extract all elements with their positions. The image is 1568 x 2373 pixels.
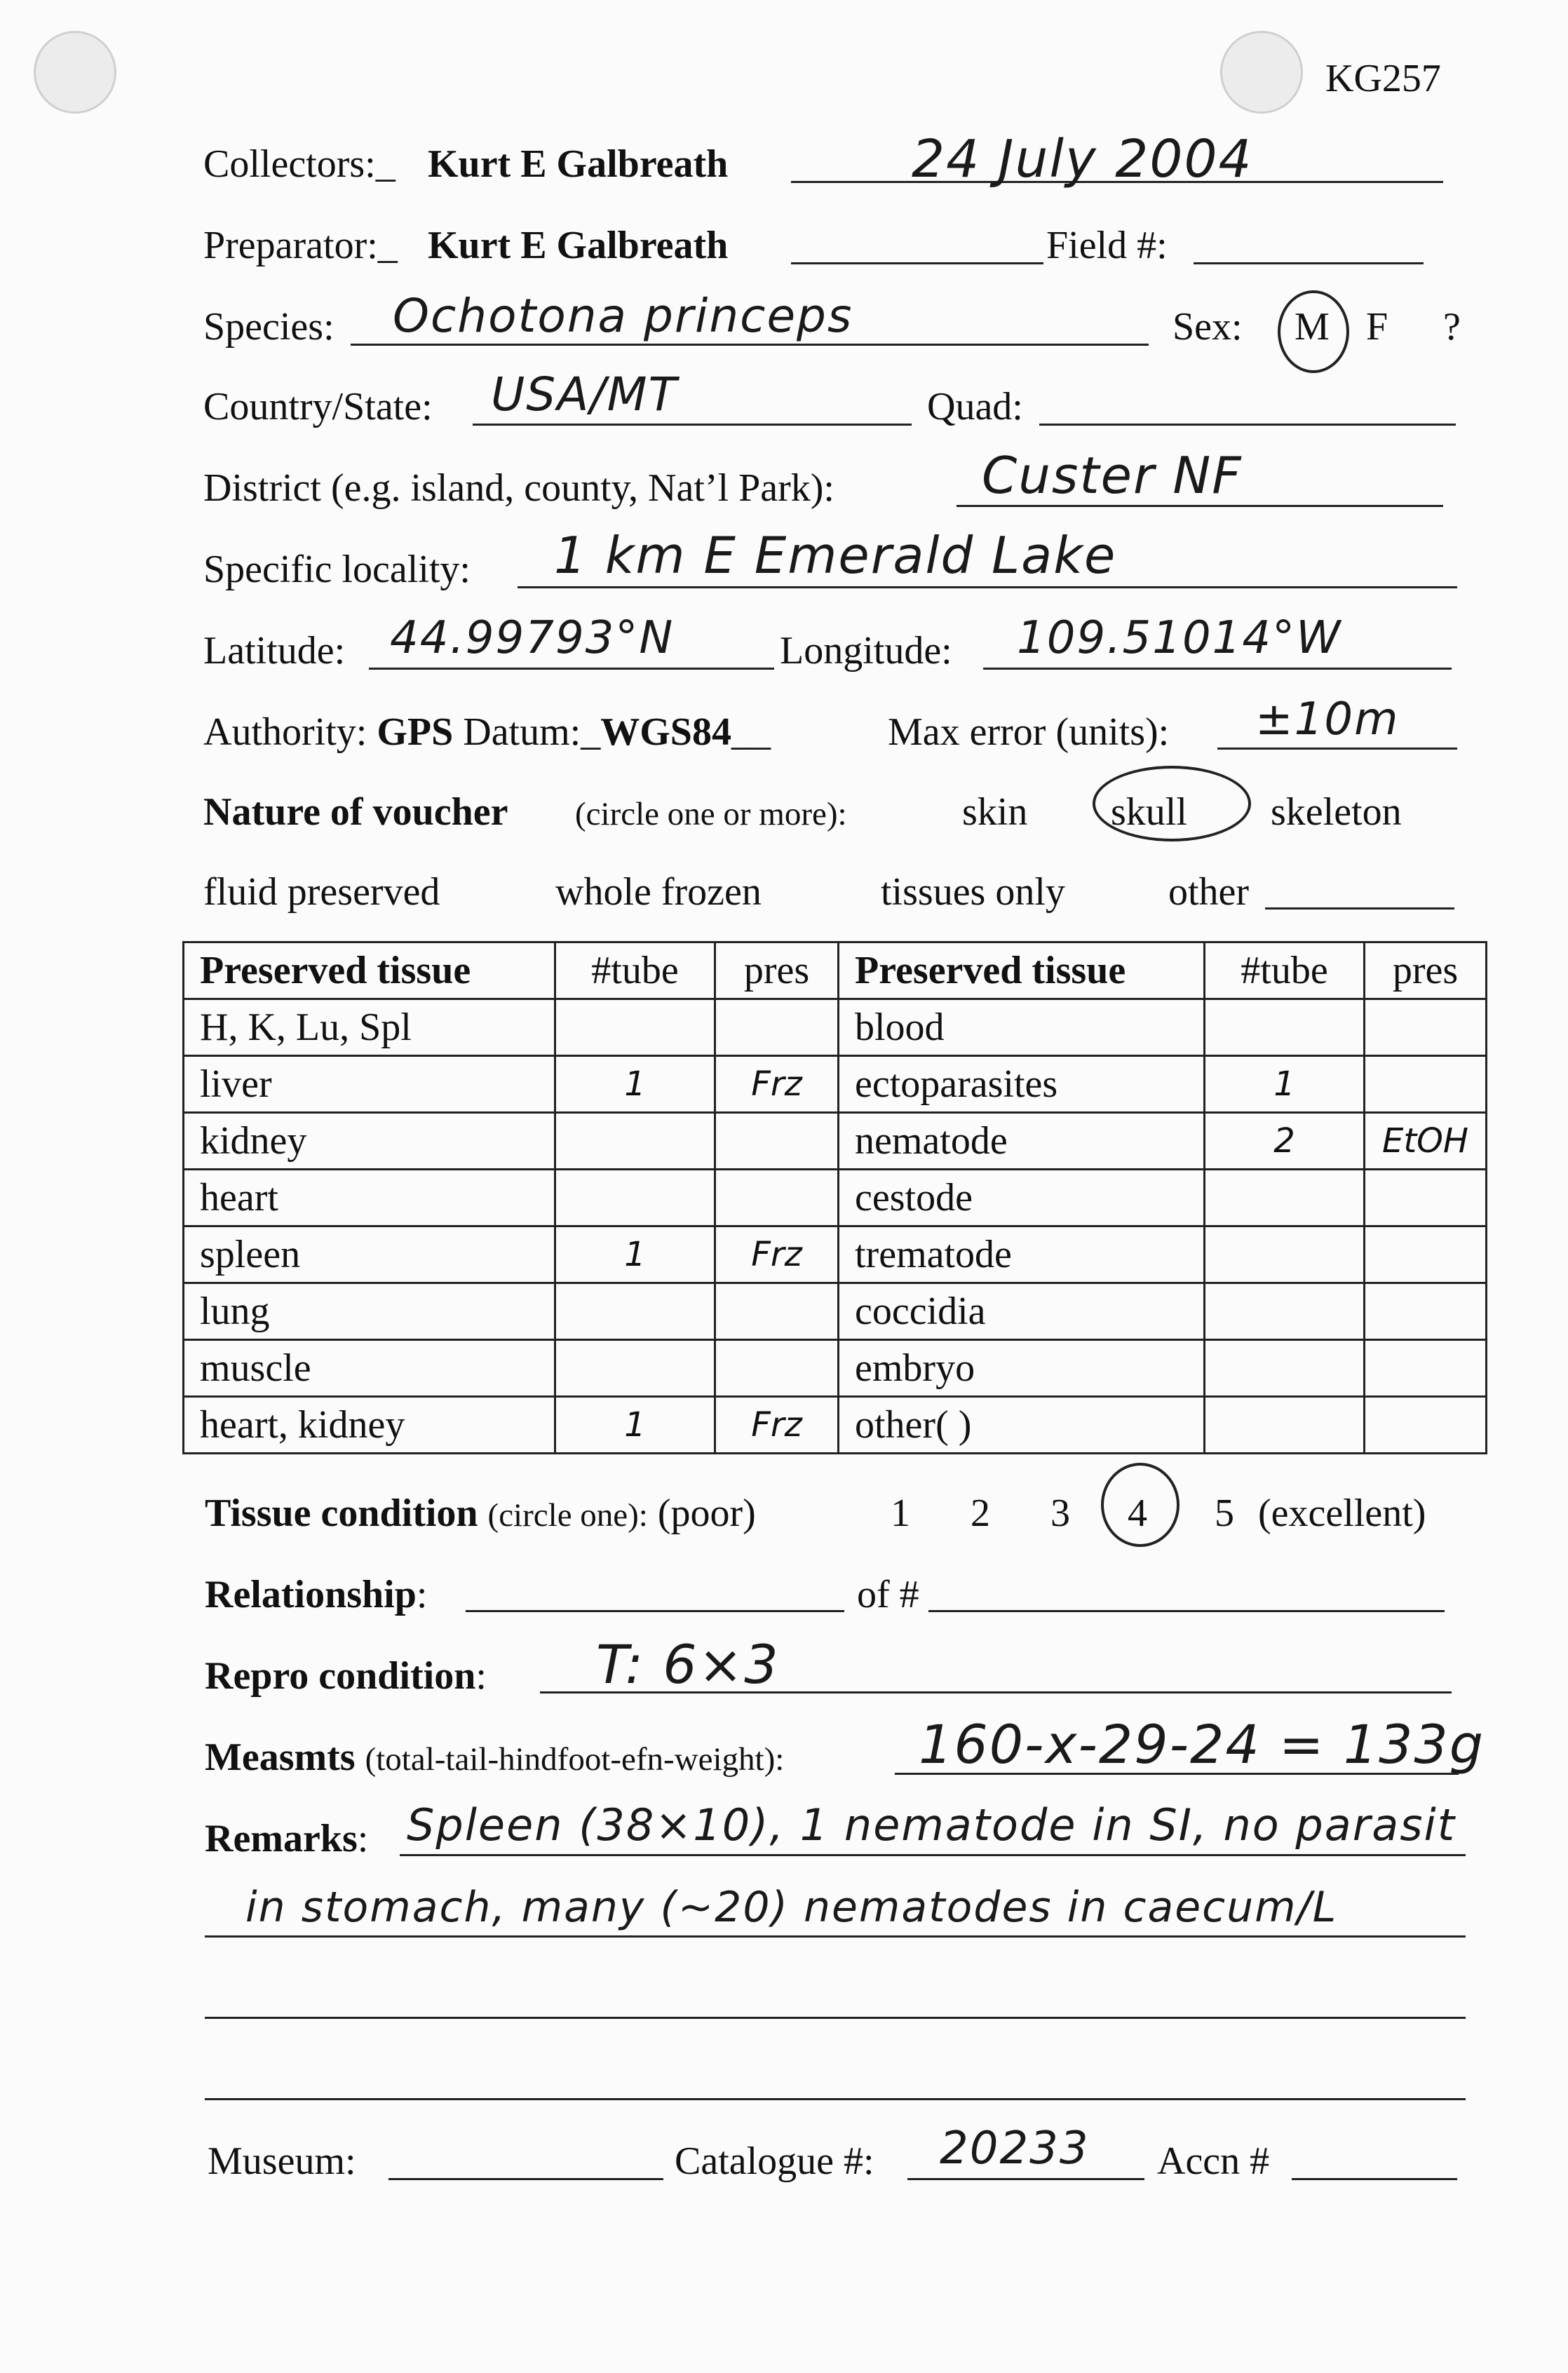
authority-label: Authority: GPS Datum:_WGS84__ xyxy=(203,710,771,754)
table-row xyxy=(184,1113,1487,1170)
cell-pres-right xyxy=(1365,1056,1487,1113)
collectors-value: Kurt E Galbreath xyxy=(428,142,729,186)
voucher-option-frozen: whole frozen xyxy=(555,870,762,914)
cell-pres-left: Frz xyxy=(715,1397,839,1454)
table-row xyxy=(184,999,1487,1056)
remarks-line-2: in stomach, many (~20) nematodes in caecum/L xyxy=(245,1883,1338,1932)
header-tissue-right: Preserved tissue xyxy=(839,942,1205,999)
cell-pres-left xyxy=(715,1113,839,1170)
locality-underline xyxy=(518,586,1457,588)
cell-tube-right xyxy=(1205,1226,1365,1283)
card-id: KG257 xyxy=(1325,57,1441,100)
header-tube-left: #tube xyxy=(555,942,715,999)
accn-underline xyxy=(1292,2178,1457,2180)
voucher-option-skin: skin xyxy=(962,790,1028,834)
catalogue-value: 20233 xyxy=(940,2123,1090,2175)
header-tube-right: #tube xyxy=(1205,942,1365,999)
table-row xyxy=(184,1283,1487,1340)
country-underline xyxy=(473,424,912,426)
cell-pres-right xyxy=(1365,1397,1487,1454)
voucher-other-underline xyxy=(1265,907,1454,910)
cell-pres-right: EtOH xyxy=(1365,1113,1487,1170)
repro-label: Repro condition: xyxy=(205,1654,487,1698)
voucher-label: Nature of voucher xyxy=(203,790,508,834)
relationship-of-underline xyxy=(928,1610,1445,1612)
voucher-option-skeleton: skeleton xyxy=(1271,790,1402,834)
cell-tissue-left: spleen xyxy=(184,1226,555,1283)
voucher-option-fluid: fluid preserved xyxy=(203,870,440,914)
catalogue-underline xyxy=(907,2178,1144,2180)
condition-option-4: 4 xyxy=(1128,1492,1147,1535)
table-row xyxy=(184,1056,1487,1113)
measurements-value: 160-x-29-24 = 133g xyxy=(919,1713,1485,1776)
longitude-value: 109.51014°W xyxy=(1017,612,1342,664)
table-row xyxy=(184,1340,1487,1397)
condition-option-1: 1 xyxy=(891,1492,910,1535)
condition-excellent: (excellent) xyxy=(1258,1492,1426,1535)
max-error-value: ±10m xyxy=(1255,694,1400,745)
cell-pres-left xyxy=(715,1170,839,1226)
accn-label: Accn # xyxy=(1157,2139,1270,2183)
country-label: Country/State: xyxy=(203,385,433,428)
remarks-label: Remarks: xyxy=(205,1817,369,1860)
cell-pres-right xyxy=(1365,1170,1487,1226)
relationship-of-label: of # xyxy=(857,1573,919,1616)
punch-hole-right xyxy=(1220,31,1303,114)
museum-label: Museum: xyxy=(208,2139,356,2183)
remarks-underline-1 xyxy=(400,1854,1466,1856)
table-row xyxy=(184,1170,1487,1226)
country-value: USA/MT xyxy=(491,367,678,421)
cell-tissue-left: H, K, Lu, Spl xyxy=(184,999,555,1056)
voucher-option-other: other xyxy=(1168,870,1250,914)
relationship-label: Relationship: xyxy=(205,1573,428,1616)
field-number-label: Field #: xyxy=(1046,224,1168,267)
preparator-label: Preparator:_ xyxy=(203,224,398,267)
voucher-circle-mark xyxy=(1093,766,1251,841)
header-tissue-left: Preserved tissue xyxy=(184,942,555,999)
collectors-label: Collectors:_ xyxy=(203,142,396,186)
museum-underline xyxy=(388,2178,663,2180)
condition-option-3: 3 xyxy=(1050,1492,1070,1535)
cell-tissue-right: other( ) xyxy=(839,1397,1205,1454)
locality-label: Specific locality: xyxy=(203,548,471,591)
header-pres-right: pres xyxy=(1365,942,1487,999)
cell-tissue-right: blood xyxy=(839,999,1205,1056)
cell-pres-left xyxy=(715,1340,839,1397)
header-pres-left: pres xyxy=(715,942,839,999)
sex-option-m: M xyxy=(1295,305,1330,349)
cell-tube-right xyxy=(1205,1397,1365,1454)
cell-tissue-left: lung xyxy=(184,1283,555,1340)
cell-tissue-right: embryo xyxy=(839,1340,1205,1397)
cell-tissue-left: muscle xyxy=(184,1340,555,1397)
remarks-underline-3 xyxy=(205,2017,1466,2019)
cell-pres-left xyxy=(715,999,839,1056)
latitude-value: 44.99793°N xyxy=(390,612,675,664)
cell-tube-right xyxy=(1205,1283,1365,1340)
table-header-row xyxy=(184,942,1487,999)
max-error-label: Max error (units): xyxy=(888,710,1170,754)
preparator-value: Kurt E Galbreath xyxy=(428,224,729,267)
voucher-option-tissues: tissues only xyxy=(881,870,1065,914)
sex-circle-mark xyxy=(1278,290,1349,373)
cell-tissue-left: liver xyxy=(184,1056,555,1113)
cell-tissue-right: ectoparasites xyxy=(839,1056,1205,1113)
cell-tube-right xyxy=(1205,1170,1365,1226)
cell-tissue-left: heart, kidney xyxy=(184,1397,555,1454)
relationship-underline xyxy=(466,1610,844,1612)
cell-tube-right: 1 xyxy=(1205,1056,1365,1113)
voucher-option-skull: skull xyxy=(1111,790,1187,834)
district-label: District (e.g. island, county, Nat’l Park): xyxy=(203,466,834,510)
cell-tissue-right: coccidia xyxy=(839,1283,1205,1340)
species-label: Species: xyxy=(203,305,334,349)
cell-pres-left: Frz xyxy=(715,1056,839,1113)
cell-pres-right xyxy=(1365,999,1487,1056)
quad-underline xyxy=(1039,424,1456,426)
cell-tissue-right: nematode xyxy=(839,1113,1205,1170)
cell-tube-left: 1 xyxy=(555,1397,715,1454)
condition-option-2: 2 xyxy=(971,1492,990,1535)
latitude-label: Latitude: xyxy=(203,629,346,672)
sex-label-text: Sex: xyxy=(1172,305,1243,349)
measurements-label: Measmts (total-tail-hindfoot-efn-weight): xyxy=(205,1736,785,1779)
remarks-underline-4 xyxy=(205,2098,1466,2100)
cell-pres-left xyxy=(715,1283,839,1340)
cell-tube-left xyxy=(555,1340,715,1397)
table-row xyxy=(184,1226,1487,1283)
latitude-underline xyxy=(369,668,774,670)
cell-tube-left: 1 xyxy=(555,1226,715,1283)
locality-value: 1 km E Emerald Lake xyxy=(554,526,1117,585)
cell-pres-right xyxy=(1365,1283,1487,1340)
cell-tissue-right: cestode xyxy=(839,1170,1205,1226)
repro-value: T: 6×3 xyxy=(596,1633,780,1696)
voucher-hint: (circle one or more): xyxy=(575,796,847,832)
longitude-underline xyxy=(983,668,1452,670)
table-row xyxy=(184,1397,1487,1454)
cell-tissue-right: trematode xyxy=(839,1226,1205,1283)
cell-tube-left: 1 xyxy=(555,1056,715,1113)
sex-option-unknown: ? xyxy=(1443,305,1461,349)
district-value: Custer NF xyxy=(982,446,1243,505)
cell-tube-left xyxy=(555,1113,715,1170)
cell-pres-left: Frz xyxy=(715,1226,839,1283)
longitude-label: Longitude: xyxy=(780,629,952,672)
cell-tube-left xyxy=(555,999,715,1056)
condition-label: Tissue condition (circle one): (poor) xyxy=(205,1492,756,1535)
catalogue-label: Catalogue #: xyxy=(675,2139,874,2183)
preserved-tissue-table xyxy=(182,941,1487,1454)
cell-tube-right xyxy=(1205,1340,1365,1397)
species-underline xyxy=(351,344,1149,346)
condition-circle-mark xyxy=(1101,1463,1180,1547)
condition-option-5: 5 xyxy=(1215,1492,1234,1535)
cell-tube-left xyxy=(555,1283,715,1340)
preparator-underline xyxy=(791,262,1043,264)
remarks-underline-2 xyxy=(205,1935,1466,1938)
cell-tissue-left: heart xyxy=(184,1170,555,1226)
district-underline xyxy=(957,505,1443,507)
remarks-line-1: Spleen (38×10), 1 nematode in SI, no parasit xyxy=(407,1799,1457,1851)
cell-tube-left xyxy=(555,1170,715,1226)
collection-date: 24 July 2004 xyxy=(912,129,1253,189)
quad-label: Quad: xyxy=(927,385,1023,428)
sex-option-f: F xyxy=(1366,305,1388,349)
punch-hole-left xyxy=(34,31,116,114)
max-error-underline xyxy=(1217,748,1457,750)
cell-tube-right xyxy=(1205,999,1365,1056)
cell-tissue-left: kidney xyxy=(184,1113,555,1170)
species-value: Ochotona princeps xyxy=(393,289,853,343)
cell-pres-right xyxy=(1365,1226,1487,1283)
field-number-underline xyxy=(1194,262,1424,264)
cell-tube-right: 2 xyxy=(1205,1113,1365,1170)
cell-pres-right xyxy=(1365,1340,1487,1397)
